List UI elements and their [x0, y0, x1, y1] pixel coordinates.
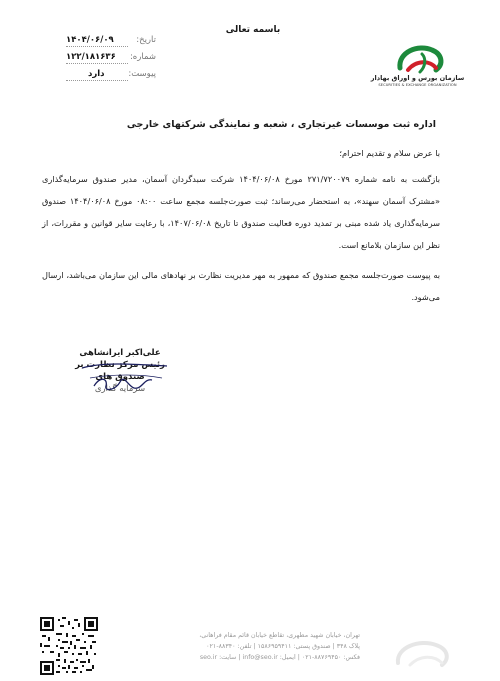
- signatory-title: رئیس مرکز نظارت بر صندوق های: [75, 360, 165, 382]
- date-label: تاریخ:: [136, 35, 156, 45]
- signatory-name: علی‌اکبر ایرانشاهی: [79, 348, 161, 358]
- logo-title: سازمان بورس و اوراق بهادار: [370, 74, 465, 82]
- attachment-value: دارد: [88, 69, 105, 79]
- date-row: [66, 35, 156, 49]
- attachment-label: پیوست:: [128, 69, 156, 79]
- signatory-title-line2: سرمایه گذاری: [94, 384, 146, 394]
- footer-contact: فکس: ۸۸۷۶۹۴۵۰-۰۲۱ | ایمیل: info@seo.ir | سایت: seo.ir: [199, 654, 360, 661]
- date-dotted-line: [66, 46, 128, 47]
- footer-postal: پلاک ۳۴۸ | صندوق پستی: ۱۵۸۶۹۵۹۴۱۱ | تلفن: ۸۸۳۴۰-۰۲۱: [206, 643, 360, 650]
- letter-paragraph-2: به پیوست صورت‌جلسه مجمع صندوق که ممهور به مهر مدیریت نظارت بر نهادهای مالی این سازمان می‌باشد، ارسال می‌شود.: [42, 270, 440, 302]
- number-label: شماره:: [129, 52, 156, 62]
- footer-logo-watermark: [390, 633, 458, 673]
- letter-paragraph-1: بازگشت به نامه شماره ۲۷۱/۷۲۰۰۷۹ مورخ ۱۴۰۴/۰۶/۰۸ شرکت سبدگردان آسمان، مدیر صندوق سرمایه‌گذاری «مشترک آسمان سهند»، به استحضار می‌رساند؛ ثبت صورت‌جلسه مجمع ساعت ۰۸:۰۰ مورخ ۱۴۰۴/۰۶/۰۸ صندوق سرمایه‌گذاری یاد شده مبنی بر تمدید دوره فعالیت صندوق تا تاریخ ۱۴۰۷/۰۶/۰۸، با رعایت سایر قوانین و مقررات، از نظر این سازمان بلامانع است.: [42, 174, 441, 250]
- salutation: با عرض سلام و تقدیم احترام؛: [339, 148, 440, 158]
- footer-address: تهران، خیابان شهید مطهری، تقاطع خیابان قائم مقام فراهانی،: [199, 632, 360, 639]
- qr-code: [40, 617, 98, 675]
- number-row: [66, 52, 156, 66]
- letter-subject: اداره ثبت موسسات غیرتجاری ، شعبه و نمایندگی شرکتهای خارجی: [126, 119, 436, 130]
- handwritten-signature: [72, 356, 182, 396]
- attachment-row: [66, 69, 156, 83]
- attachment-dotted-line: [66, 80, 128, 81]
- date-value: ۱۴۰۴/۰۶/۰۹: [66, 35, 114, 45]
- logo-subtitle: SECURITIES & EXCHANGE ORGANIZATION: [378, 83, 457, 87]
- number-value: ۱۲۲/۱۸۱۶۳۶: [66, 52, 116, 62]
- number-dotted-line: [66, 63, 128, 64]
- basmala: باسمه تعالی: [225, 25, 281, 35]
